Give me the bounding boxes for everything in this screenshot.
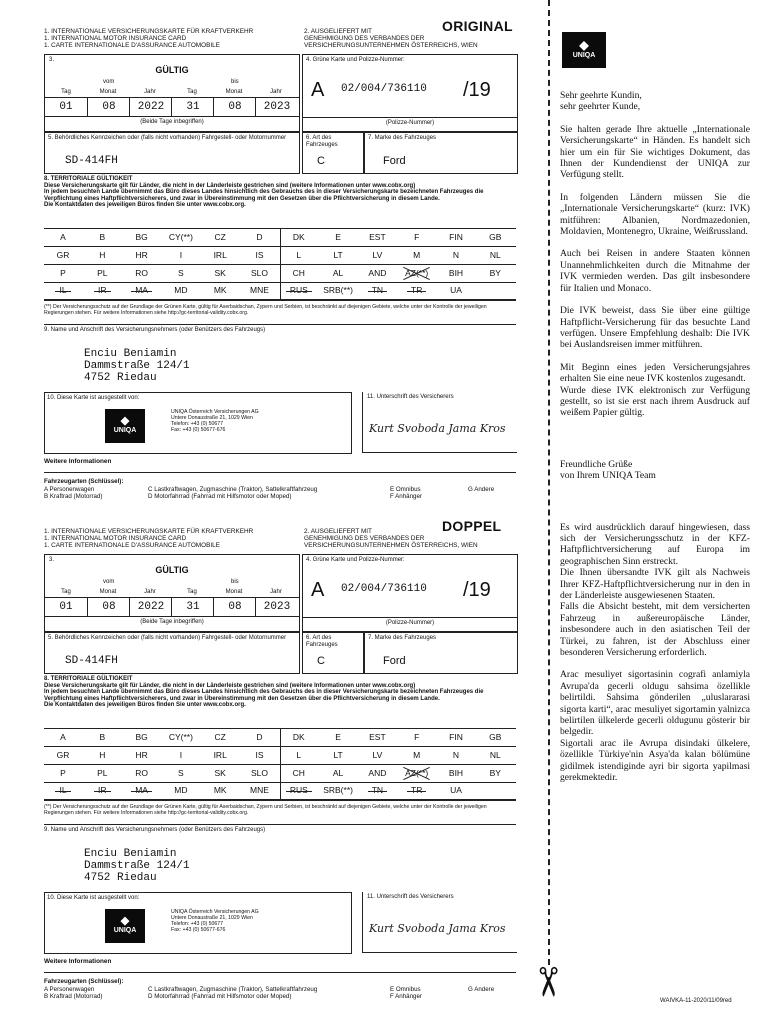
insurance-card-copy bbox=[44, 518, 516, 1004]
holder-street: Dammstraße 124/1 bbox=[84, 360, 190, 372]
holder-label: 9. Name und Anschrift des Versicherungsnehmers (oder Benützers des Fahrzeugs) bbox=[44, 827, 266, 833]
country-cell: L bbox=[296, 249, 302, 260]
plate-value: SD-414FH bbox=[65, 155, 118, 167]
country-cell: GB bbox=[489, 232, 502, 242]
country-cell: P bbox=[60, 767, 66, 778]
territory-text3: Die Kontaktdaten des jeweiligen Büros finden Sie unter www.cobx.org. bbox=[44, 702, 246, 709]
vehicle-code: D Motorfahrrad (Fahrrad mit Hilfsmotor oder Moped) bbox=[148, 493, 292, 500]
make-box bbox=[364, 132, 518, 174]
holder-label: 9. Name und Anschrift des Versicherungsnehmers (oder Benützers des Fahrzeugs) bbox=[44, 327, 266, 333]
issuer-line: VERSICHERUNGSUNTERNEHMEN ÖSTERREICHS, WIEN bbox=[304, 42, 478, 49]
country-cell: IRL bbox=[213, 249, 227, 260]
vehicle-code: E Omnibus bbox=[390, 986, 421, 993]
country-grid bbox=[44, 728, 516, 801]
make-label: 7. Marke des Fahrzeuges bbox=[368, 635, 437, 641]
bis-label: bis bbox=[231, 79, 239, 85]
vehicle-code: C Lastkraftwagen, Zugmaschine (Traktor), Sattelkraftfahrzeug bbox=[148, 486, 318, 493]
issuer-line: GENEHMIGUNG DES VERBANDES DER bbox=[304, 35, 425, 42]
country-cell: A bbox=[60, 232, 66, 242]
date-col-label: Tag bbox=[187, 589, 197, 595]
country-cell: I bbox=[179, 749, 183, 760]
scissors-icon: ✂ bbox=[524, 965, 569, 999]
date-value: 01 bbox=[59, 601, 73, 613]
country-cell: DK bbox=[292, 732, 305, 742]
country-cell: RO bbox=[135, 267, 148, 278]
country-cell: M bbox=[413, 249, 421, 260]
vehicle-codes-title: Fahrzeugarten (Schlüssel): bbox=[44, 478, 124, 485]
country-cell: F bbox=[414, 232, 420, 242]
header-line: 1. CARTE INTERNATIONALE D'ASSURANCE AUTOMOBILE bbox=[44, 42, 220, 49]
date-col-label: Tag bbox=[61, 589, 71, 595]
country-cell: GR bbox=[56, 249, 70, 260]
country-cell: N bbox=[452, 749, 460, 760]
cut-line bbox=[548, 0, 550, 965]
country-cell: IL bbox=[44, 782, 82, 799]
vehicle-type-value: C bbox=[317, 655, 325, 667]
country-cell: SRB(**) bbox=[323, 785, 353, 796]
country-cell: BG bbox=[135, 732, 148, 742]
policy-number: 02/004/736110 bbox=[341, 83, 427, 95]
policy-suffix: /19 bbox=[463, 579, 491, 601]
country-cell: EST bbox=[369, 732, 386, 742]
country-cell: B bbox=[99, 732, 106, 742]
vehicle-type-value: C bbox=[317, 155, 325, 167]
uniqa-logo: ◆ UNIQA bbox=[105, 909, 145, 943]
country-cell: RO bbox=[135, 767, 148, 778]
vehicle-code: E Omnibus bbox=[390, 486, 421, 493]
territory-text bbox=[44, 676, 516, 709]
date-col-label: Jahr bbox=[144, 589, 156, 595]
territory-text1: Diese Versicherungskarte gilt für Länder, die nicht in der Länderleiste gestrichen sind (weitere Informationen unter www.cobx.org) bbox=[44, 182, 416, 189]
country-cell: M bbox=[413, 749, 421, 760]
country-cell: D bbox=[256, 732, 263, 742]
holder-name: Enciu Beniamin bbox=[84, 848, 177, 860]
country-cell: UA bbox=[450, 285, 462, 296]
vehicle-code: A Personenwagen bbox=[44, 986, 95, 993]
country-cell: MD bbox=[174, 785, 188, 796]
issuer-label: 10. Diese Karte ist ausgestellt von: bbox=[47, 895, 140, 901]
header-line: 1. INTERNATIONAL MOTOR INSURANCE CARD bbox=[44, 535, 187, 542]
country-cell: S bbox=[178, 767, 184, 778]
vehicle-code: D Motorfahrrad (Fahrrad mit Hilfsmotor oder Moped) bbox=[148, 993, 292, 1000]
country-cell: D bbox=[256, 232, 263, 242]
issuer-label: 10. Diese Karte ist ausgestellt von: bbox=[47, 395, 140, 401]
holder-address bbox=[84, 348, 190, 384]
country-cell: SK bbox=[214, 767, 226, 778]
vehicle-code: C Lastkraftwagen, Zugmaschine (Traktor), Sattelkraftfahrzeug bbox=[148, 986, 318, 993]
issuer-line: GENEHMIGUNG DES VERBANDES DER bbox=[304, 535, 425, 542]
policy-note: (Polizze-Nummer) bbox=[385, 120, 435, 126]
card-label: ORIGINAL bbox=[442, 18, 513, 34]
date-col-label: Tag bbox=[187, 89, 197, 95]
signature-box bbox=[362, 392, 517, 453]
holder-street: Dammstraße 124/1 bbox=[84, 860, 190, 872]
country-cell: LT bbox=[333, 749, 343, 760]
country-cell: AND bbox=[368, 767, 387, 778]
date-value: 2022 bbox=[129, 98, 172, 116]
policy-label: 4. Grüne Karte und Polizze-Nummer: bbox=[306, 57, 405, 63]
header-line: 1. CARTE INTERNATIONALE D'ASSURANCE AUTOMOBILE bbox=[44, 542, 220, 549]
date-value: 31 bbox=[171, 98, 214, 116]
validity-note: (Beide Tage inbegriffen) bbox=[140, 619, 204, 625]
issuer-line: 2. AUSGELIEFERT MIT bbox=[304, 28, 372, 35]
country-cell: NL bbox=[489, 749, 501, 760]
issuer-box bbox=[44, 892, 352, 954]
country-cell: CY(**) bbox=[168, 732, 193, 742]
date-value: 2023 bbox=[255, 98, 298, 116]
more-info: Weitere Informationen bbox=[44, 958, 112, 965]
validity-title: GÜLTIG bbox=[155, 65, 189, 75]
country-cell: IS bbox=[255, 749, 264, 760]
country-cell: EST bbox=[369, 232, 386, 242]
territory-title: 8. TERRITORIALE GÜLTIGKEIT bbox=[44, 176, 133, 182]
policy-label: 4. Grüne Karte und Polizze-Nummer: bbox=[306, 557, 405, 563]
country-cell: CZ bbox=[214, 232, 226, 242]
country-cell: E bbox=[335, 232, 341, 242]
country-cell: SRB(**) bbox=[323, 285, 353, 296]
date-col-label: Jahr bbox=[144, 89, 156, 95]
date-row bbox=[45, 589, 299, 617]
vehicle-code: F Anhänger bbox=[390, 493, 422, 500]
date-row bbox=[45, 89, 299, 117]
country-cell: N bbox=[452, 249, 460, 260]
letter-paragraph: Auch bei Reisen in andere Staaten können Unannehmlichkeiten durch die Mitnahme der IVK vermieden werden. Das gilt insbesondere für Italien und Monaco. bbox=[560, 248, 750, 294]
country-cell bbox=[476, 282, 514, 299]
uniqa-logo: ◆ UNIQA bbox=[105, 409, 145, 443]
vehicle-type-box bbox=[302, 132, 364, 174]
country-cell: BIH bbox=[448, 767, 464, 778]
uniqa-logo: ◆ UNIQA bbox=[562, 32, 606, 68]
territory-text2: In jedem besuchten Lande übernimmt das Büro dieses Landes hinsichtlich des Gebrauchs des in dieser Versicherungskarte bezeichneten Fahrzeuges die Verpflichtung eines Haftpflichtversicherers, und zwar in Übereinstimmung mit den Gesetzen über die Pflichtversicherung in diesem Lande. bbox=[44, 189, 484, 202]
country-cell: S bbox=[178, 267, 184, 278]
territory-text1: Diese Versicherungskarte gilt für Länder, die nicht in der Länderleiste gestrichen sind (weitere Informationen unter www.cobx.org) bbox=[44, 682, 416, 689]
country-cell: MD bbox=[174, 285, 188, 296]
country-cell: BG bbox=[135, 232, 148, 242]
country-cell: TR bbox=[398, 782, 436, 799]
country-cell bbox=[476, 782, 514, 799]
bis-label: bis bbox=[231, 579, 239, 585]
country-cell: MNE bbox=[250, 285, 269, 296]
country-cell: GB bbox=[489, 732, 502, 742]
header-line: 1. INTERNATIONALE VERSICHERUNGSKARTE FÜR KRAFTVERKEHR bbox=[44, 528, 254, 535]
validity-section: 3. bbox=[49, 557, 55, 563]
letter-paragraph: In folgenden Ländern müssen Sie die „Internationale Versicherungskarte“ (kurz: IVK) mitführen: Albanien, Nordmazedonien, Moldavien, Montenegro, Ukraine, Weißrussland. bbox=[560, 191, 750, 238]
date-value: 08 bbox=[87, 98, 130, 116]
vehicle-code: G Andere bbox=[468, 986, 495, 993]
date-value: 01 bbox=[59, 101, 73, 113]
signature-label: 11. Unterschrift des Versicherers bbox=[367, 394, 454, 400]
date-value: 2023 bbox=[255, 598, 298, 616]
make-label: 7. Marke des Fahrzeuges bbox=[368, 135, 437, 141]
vehicle-codes-title: Fahrzeugarten (Schlüssel): bbox=[44, 978, 124, 985]
date-col-label: Monat bbox=[99, 89, 117, 95]
date-col-label: Jahr bbox=[270, 589, 282, 595]
make-value: Ford bbox=[383, 655, 406, 667]
holder-name: Enciu Beniamin bbox=[84, 348, 177, 360]
validity-note: (Beide Tage inbegriffen) bbox=[140, 119, 204, 125]
letter-paragraph: Sie halten gerade Ihre aktuelle „Internationale Versicherungskarte“ in Händen. Es handelt sich hier um ein für Sie wichtiges Dokument, das Ihnen der Kundendienst der UNIQA zur Verfügung stellt. bbox=[560, 123, 750, 181]
issuer-line: VERSICHERUNGSUNTERNEHMEN ÖSTERREICHS, WIEN bbox=[304, 542, 478, 549]
country-cell: H bbox=[99, 249, 106, 260]
country-cell: IR bbox=[83, 782, 121, 799]
country-cell: NL bbox=[489, 249, 501, 260]
country-cell: LT bbox=[333, 249, 343, 260]
letter-paragraph: Es wird ausdrücklich darauf hingewiesen, dass sich der Versicherungsschutz in der KFZ-Haftpflichtversicherung auf Europa im geographischen Sinn erstreckt. Die Ihnen übersandte IVK gilt als Nachweis Ihrer KFZ-Haftpflichtversicherung nur in den in der Länderleiste ausgewiesenen Staaten. Falls die Absicht besteht, mit dem versicherten Fahrzeug in außereuropäische Länder, insbesondere auch in den asiatischen Teil der Türkei, zu fahren, ist der Abschluss einer besonderen Versicherung erforderlich. bbox=[560, 521, 750, 659]
country-cell: CH bbox=[292, 767, 305, 778]
card-header bbox=[44, 528, 314, 549]
territory-text3: Die Kontaktdaten des jeweiligen Büros finden Sie unter www.cobx.org. bbox=[44, 202, 246, 209]
date-col-label: Monat bbox=[225, 589, 243, 595]
country-cell: AND bbox=[368, 267, 387, 278]
country-cell: MK bbox=[213, 785, 227, 796]
country-cell: HR bbox=[135, 249, 148, 260]
country-cell: MA bbox=[123, 782, 161, 799]
country-cell: CZ bbox=[214, 732, 226, 742]
card-label: DOPPEL bbox=[442, 518, 502, 534]
country-cell: MA bbox=[123, 282, 161, 299]
territory-footnote: (**) Der Versicherungsschutz auf der Grundlage der Grünen Karte, gültig für Aserbaidschan, Zypern und Serbien, ist beschränkt auf diejenigen Gebiete, welche unter der Kontrolle der jeweiligen Regierungen stehen. Für weitere Informationen siehe http://gc-territorial-validity.cobx.org. bbox=[44, 804, 487, 816]
plate-box bbox=[44, 632, 300, 674]
country-cell: AL bbox=[332, 267, 344, 278]
make-box bbox=[364, 632, 518, 674]
date-value: 08 bbox=[213, 598, 256, 616]
country-cell: BY bbox=[489, 267, 501, 278]
make-value: Ford bbox=[383, 155, 406, 167]
holder-city: 4752 Riedau bbox=[84, 872, 157, 884]
letter-paragraph: Die IVK beweist, dass Sie über eine gültige Haftpflicht-Versicherung für das besuchte Land verfügen. Unsere Empfehlung deshalb: Die IVK bei Auslandsreisen immer mitführen. bbox=[560, 305, 750, 351]
territory-text2: In jedem besuchten Lande übernimmt das Büro dieses Landes hinsichtlich des Gebrauchs des in dieser Versicherungskarte bezeichneten Fahrzeuges die Verpflichtung eines Haftpflichtversicherers, und zwar in Übereinstimmung mit den Gesetzen über die Pflichtversicherung in diesem Lande. bbox=[44, 689, 484, 702]
vehicle-code: G Andere bbox=[468, 486, 495, 493]
policy-box bbox=[302, 554, 518, 632]
vom-label: vom bbox=[103, 579, 115, 585]
footer-code: WAIVKA-11-2020/11/09red bbox=[660, 998, 732, 1004]
date-col-label: Monat bbox=[99, 589, 117, 595]
validity-title: GÜLTIG bbox=[155, 565, 189, 575]
country-cell: MNE bbox=[250, 785, 269, 796]
vehicle-code: B Kraftrad (Motorrad) bbox=[44, 993, 103, 1000]
country-cell: CY(**) bbox=[168, 232, 193, 242]
country-cell: IS bbox=[255, 249, 264, 260]
country-cell: RUS bbox=[280, 782, 318, 799]
country-cell: MK bbox=[213, 285, 227, 296]
country-cell: IRL bbox=[213, 749, 227, 760]
country-cell: UA bbox=[450, 785, 462, 796]
plate-label: 5. Behördliches Kennzeichen oder (falls nicht vorhanden) Fahrgestell- oder Motornummer bbox=[48, 135, 287, 141]
policy-country: A bbox=[311, 79, 325, 101]
country-cell: CH bbox=[292, 267, 305, 278]
country-cell: DK bbox=[292, 232, 305, 242]
country-cell: H bbox=[99, 749, 106, 760]
country-cell: TN bbox=[358, 782, 396, 799]
policy-suffix: /19 bbox=[463, 79, 491, 101]
country-cell: RUS bbox=[280, 282, 318, 299]
territory-footnote: (**) Der Versicherungsschutz auf der Grundlage der Grünen Karte, gültig für Aserbaidschan, Zypern und Serbien, ist beschränkt auf diejenigen Gebiete, welche unter der Kontrolle der jeweiligen Regierungen stehen. Für weitere Informationen siehe http://gc-territorial-validity.cobx.org. bbox=[44, 304, 487, 316]
date-value: 2022 bbox=[129, 598, 172, 616]
issuer-line: 2. AUSGELIEFERT MIT bbox=[304, 528, 372, 535]
plate-label: 5. Behördliches Kennzeichen oder (falls nicht vorhanden) Fahrgestell- oder Motornummer bbox=[48, 635, 287, 641]
country-cell: SLO bbox=[250, 267, 268, 278]
territory-text bbox=[44, 176, 516, 209]
policy-note: (Polizze-Nummer) bbox=[385, 620, 435, 626]
vehicle-code: B Kraftrad (Motorrad) bbox=[44, 493, 103, 500]
country-cell: IR bbox=[83, 282, 121, 299]
vehicle-type-label: 6. Art des Fahrzeuges bbox=[306, 135, 338, 148]
country-cell: TN bbox=[358, 282, 396, 299]
holder-address bbox=[84, 848, 190, 884]
issuer-details: UNIQA Österreich Versicherungen AG Untere Donaustraße 21, 1029 Wien Telefon: +43 (0) 50677 Fax: +43 (0) 50677-676 bbox=[171, 409, 259, 433]
country-cell: I bbox=[179, 249, 183, 260]
date-value: 08 bbox=[213, 98, 256, 116]
signature: Kurt Svoboda Jama Kros bbox=[369, 922, 506, 935]
validity-section: 3. bbox=[49, 57, 55, 63]
country-cell: AZ(**) bbox=[398, 765, 436, 782]
date-col-label: Monat bbox=[225, 89, 243, 95]
letter-paragraph: Mit Beginn eines jeden Versicherungsjahres erhalten Sie eine neue IVK kostenlos zugesandt. Wurde diese IVK elektronisch zur Verfügung gestellt, so ist sie erst nach ihrem Ausdruck auf weißem Papier gültig. bbox=[560, 361, 750, 419]
country-cell: E bbox=[335, 732, 341, 742]
validity-box bbox=[44, 54, 300, 132]
country-cell: LV bbox=[372, 249, 383, 260]
policy-number: 02/004/736110 bbox=[341, 583, 427, 595]
country-cell: AL bbox=[332, 767, 344, 778]
date-value: 08 bbox=[87, 598, 130, 616]
plate-box bbox=[44, 132, 300, 174]
date-col-label: Tag bbox=[61, 89, 71, 95]
country-cell: FIN bbox=[449, 732, 463, 742]
issuer-details: UNIQA Österreich Versicherungen AG Untere Donaustraße 21, 1029 Wien Telefon: +43 (0) 50677 Fax: +43 (0) 50677-676 bbox=[171, 909, 259, 933]
country-cell: AZ(**) bbox=[398, 265, 436, 282]
plate-value: SD-414FH bbox=[65, 655, 118, 667]
header-line: 1. INTERNATIONALE VERSICHERUNGSKARTE FÜR KRAFTVERKEHR bbox=[44, 28, 254, 35]
country-grid bbox=[44, 228, 516, 301]
country-cell: B bbox=[99, 232, 106, 242]
policy-box bbox=[302, 54, 518, 132]
signature-label: 11. Unterschrift des Versicherers bbox=[367, 894, 454, 900]
country-cell: LV bbox=[372, 749, 383, 760]
customer-letter bbox=[560, 90, 750, 795]
country-cell: L bbox=[296, 749, 302, 760]
country-cell: A bbox=[60, 732, 66, 742]
issuer-box bbox=[44, 392, 352, 454]
insurance-card-original bbox=[44, 18, 516, 504]
vehicle-code: F Anhänger bbox=[390, 993, 422, 1000]
signature-box bbox=[362, 892, 517, 953]
letter-paragraph: Freundliche Grüße von Ihrem UNIQA Team bbox=[560, 458, 656, 482]
country-cell: GR bbox=[56, 749, 70, 760]
validity-box bbox=[44, 554, 300, 632]
holder-city: 4752 Riedau bbox=[84, 372, 157, 384]
country-cell: PL bbox=[97, 767, 108, 778]
territory-title: 8. TERRITORIALE GÜLTIGKEIT bbox=[44, 676, 133, 682]
country-cell: FIN bbox=[449, 232, 463, 242]
more-info: Weitere Informationen bbox=[44, 458, 112, 465]
letter-paragraph: Sehr geehrte Kundin, sehr geehrter Kunde, bbox=[560, 90, 642, 113]
letter-paragraph: Arac mesuliyet sigortasinin cografi anlamiyla Avrupa'da gecerli oldugu sahsima özellikle belirtildi. Sahsima gönderilen „uluslararasi sigorta karti“, arac mesuliyet sigortamin yalnizca belirtilen ülkelerde gecerli oldugunu gösterir bir belgedir. Sigortali arac ile Avrupa disindaki ülkelere, özellikle Türkiye'nin Asya'da kalan bölümüne gidilmek istendiginde ayri bir sigorta yapilmasi gerekmektedir. bbox=[560, 669, 750, 784]
card-header bbox=[44, 28, 314, 49]
signature: Kurt Svoboda Jama Kros bbox=[369, 422, 506, 435]
country-cell: IL bbox=[44, 282, 82, 299]
policy-country: A bbox=[311, 579, 325, 601]
header-line: 1. INTERNATIONAL MOTOR INSURANCE CARD bbox=[44, 35, 187, 42]
date-col-label: Jahr bbox=[270, 89, 282, 95]
country-cell: HR bbox=[135, 749, 148, 760]
vehicle-type-box bbox=[302, 632, 364, 674]
country-cell: SK bbox=[214, 267, 226, 278]
country-cell: F bbox=[414, 732, 420, 742]
vom-label: vom bbox=[103, 79, 115, 85]
country-cell: PL bbox=[97, 267, 108, 278]
date-value: 31 bbox=[171, 598, 214, 616]
country-cell: P bbox=[60, 267, 66, 278]
vehicle-code: A Personenwagen bbox=[44, 486, 95, 493]
country-cell: TR bbox=[398, 282, 436, 299]
country-cell: SLO bbox=[250, 767, 268, 778]
country-cell: BY bbox=[489, 767, 501, 778]
country-cell: BIH bbox=[448, 267, 464, 278]
vehicle-type-label: 6. Art des Fahrzeuges bbox=[306, 635, 338, 648]
